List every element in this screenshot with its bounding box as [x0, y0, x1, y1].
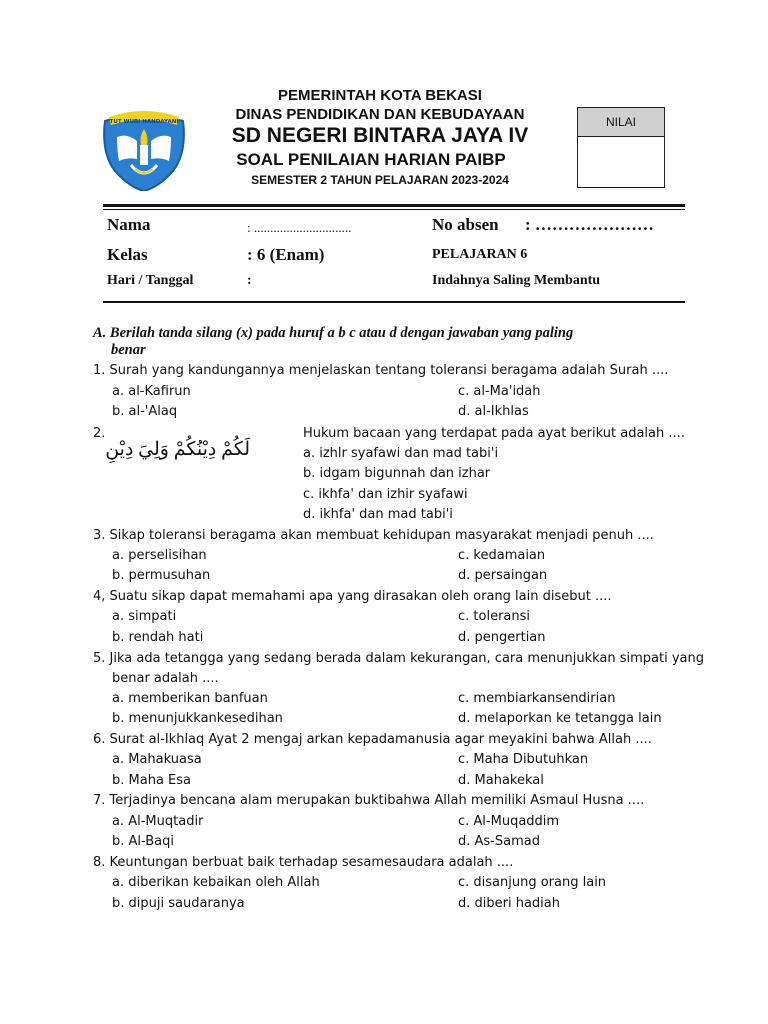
date-field[interactable]: : [247, 273, 252, 288]
q1-option-c[interactable]: c. al-Ma'idah [458, 384, 541, 399]
q6-option-d[interactable]: d. Mahakekal [458, 773, 544, 788]
question-1: 1. Surah yang kandungannya menjelaskan tentang toleransi beragama adalah Surah .... [93, 363, 669, 378]
q7-option-c[interactable]: c. Al-Muqaddim [458, 814, 560, 829]
question-7: 7. Terjadinya bencana alam merupakan buktibahwa Allah memiliki Asmaul Husna .... [93, 793, 645, 808]
class-value: : 6 (Enam) [247, 245, 325, 264]
q3-option-c[interactable]: c. kedamaian [458, 548, 546, 563]
q1-option-a[interactable]: a. al-Kafirun [112, 384, 191, 399]
lesson-label: PELAJARAN 6 [432, 247, 528, 262]
q4-option-d[interactable]: d. pengertian [458, 630, 546, 645]
header-department: DINAS PENDIDIKAN DAN KEBUDAYAAN [235, 106, 525, 123]
q2-arabic-verse: لَكُمْ دِيْنُكُمْ وَلِيَ دِيْنِ [105, 439, 250, 460]
lesson-topic: Indahnya Saling Membantu [432, 273, 601, 288]
q3-option-d[interactable]: d. persaingan [458, 568, 548, 583]
tut-wuri-handayani-logo [97, 107, 191, 191]
score-box [577, 107, 665, 188]
q8-option-a[interactable]: a. diberikan kebaikan oleh Allah [112, 875, 320, 890]
absen-label: No absen [432, 215, 499, 234]
header-government: PEMERINTAH KOTA BEKASI [278, 87, 482, 104]
q2-option-d[interactable]: d. ikhfa' dan mad tabi'i [303, 507, 453, 522]
logo-motto: TUT WURI HANDAYANI [109, 119, 179, 125]
q2-option-c[interactable]: c. ikhfa' dan izhir syafawi [303, 487, 468, 502]
q7-option-b[interactable]: b. Al-Baqi [112, 834, 174, 849]
question-8: 8. Keuntungan berbuat baik terhadap sesamesaudara adalah .... [93, 855, 514, 870]
name-field[interactable]: : .............................. [247, 220, 352, 235]
identity-divider [103, 301, 685, 303]
question-3: 3. Sikap toleransi beragama akan membuat kehidupan masyarakat menjadi penuh .... [93, 528, 654, 543]
header-divider-thick [103, 204, 685, 207]
q5-option-d[interactable]: d. melaporkan ke tetangga lain [458, 711, 662, 726]
q1-option-d[interactable]: d. al-Ikhlas [458, 404, 529, 419]
question-2-number: 2. [93, 426, 106, 441]
score-label: NILAI [578, 108, 664, 137]
q1-option-b[interactable]: b. al-'Alaq [112, 404, 178, 419]
q5-option-a[interactable]: a. memberikan banfuan [112, 691, 268, 706]
q3-option-a[interactable]: a. perselisihan [112, 548, 207, 563]
q3-option-b[interactable]: b. permusuhan [112, 568, 211, 583]
question-5: 5. Jika ada tetangga yang sedang berada dalam kekurangan, cara menunjukkan simpati yang [93, 651, 705, 666]
name-label: Nama [107, 215, 151, 234]
q7-option-d[interactable]: d. As-Samad [458, 834, 540, 849]
q8-option-c[interactable]: c. disanjung orang lain [458, 875, 607, 890]
date-label: Hari / Tanggal [107, 273, 194, 288]
section-instruction: A. Berilah tanda silang (x) pada huruf a b c atau d dengan jawaban yang paling [93, 325, 574, 341]
header-divider-thin [103, 209, 685, 210]
q6-option-a[interactable]: a. Mahakuasa [112, 752, 202, 767]
header-semester: SEMESTER 2 TAHUN PELAJARAN 2023-2024 [251, 173, 509, 187]
q2-option-b[interactable]: b. idgam bigunnah dan izhar [303, 466, 491, 481]
section-instruction-cont: benar [111, 342, 146, 358]
question-5-cont: benar adalah .... [112, 671, 219, 686]
q4-option-c[interactable]: c. toleransi [458, 609, 531, 624]
q6-option-b[interactable]: b. Maha Esa [112, 773, 191, 788]
question-2: Hukum bacaan yang terdapat pada ayat berikut adalah .... [303, 426, 685, 441]
header-school-name: SD NEGERI BINTARA JAYA IV [231, 124, 529, 147]
q8-option-b[interactable]: b. dipuji saudaranya [112, 896, 245, 911]
absen-field[interactable]: : ………………… [525, 215, 654, 234]
q4-option-a[interactable]: a. simpati [112, 609, 177, 624]
q7-option-a[interactable]: a. Al-Muqtadir [112, 814, 204, 829]
q4-option-b[interactable]: b. rendah hati [112, 630, 204, 645]
question-6: 6. Surat al-Ikhlaq Ayat 2 mengaj arkan kepadamanusia agar meyakini bahwa Allah .... [93, 732, 652, 747]
q2-option-a[interactable]: a. izhlr syafawi dan mad tabi'i [303, 446, 499, 461]
header-exam-title: SOAL PENILAIAN HARIAN PAIBP [236, 150, 506, 169]
q5-option-c[interactable]: c. membiarkansendirian [458, 691, 616, 706]
q6-option-c[interactable]: c. Maha Dibutuhkan [458, 752, 589, 767]
q8-option-d[interactable]: d. diberi hadiah [458, 896, 560, 911]
q5-option-b[interactable]: b. menunjukkankesedihan [112, 711, 283, 726]
question-4: 4, Suatu sikap dapat memahami apa yang dirasakan oleh orang lain disebut .... [93, 589, 612, 604]
class-label: Kelas [107, 245, 148, 264]
